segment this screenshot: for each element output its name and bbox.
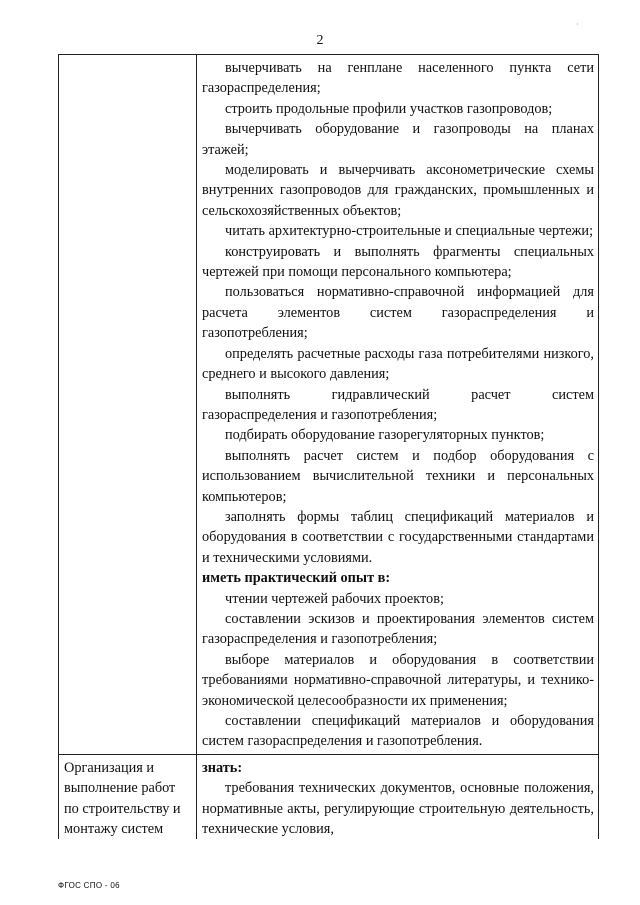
experience-item: составлении эскизов и проектирования элементов систем газораспределения и газопотребления;: [202, 610, 594, 648]
experience-heading: иметь практический опыт в:: [202, 570, 391, 587]
activity-line: Организация и: [64, 759, 155, 776]
activity-line: выполнение работ: [64, 780, 176, 797]
table-row: [59, 754, 599, 839]
experience-item: чтении чертежей рабочих проектов;: [225, 590, 444, 607]
skills-cell: [197, 55, 599, 755]
page-number: 2: [316, 33, 324, 48]
skill-item: выполнять гидравлический расчет систем газораспределения и газопотребления;: [202, 386, 594, 423]
skill-item: пользоваться нормативно-справочной информацией для расчета элементов систем газораспределения и газопотребления;: [202, 284, 594, 342]
skill-item: определять расчетные расходы газа потребителями низкого, среднего и высокого давления;: [202, 345, 594, 383]
skill-item: выполнять расчет систем и подбор оборудования с использованием вычислительной техники и персональных компьютеров;: [202, 447, 594, 505]
skill-item: вычерчивать на генплане населенного пункта сети газораспределения;: [202, 60, 594, 97]
knowledge-text: требования технических документов, основные положения, нормативные акты, регулирующие строительную деятельность, технические условия,: [202, 780, 594, 838]
skill-item: подбирать оборудование газорегуляторных пунктов;: [225, 427, 545, 444]
activity-cell: [59, 754, 197, 839]
knowledge-heading: знать:: [202, 759, 243, 776]
skill-item: моделировать и вычерчивать аксонометрические схемы внутренних газопроводов для гражданских, промышленных и сельскохозяйственных объектов;: [202, 162, 594, 219]
skill-item: заполнять формы таблиц спецификаций материалов и оборудования в соответствии с государственными стандартами и техническими условиями.: [202, 508, 594, 566]
table-cell-empty: [59, 55, 197, 755]
content-table: [58, 54, 599, 839]
table-row: [59, 55, 599, 755]
skill-item: конструировать и выполнять фрагменты специальных чертежей при помощи персонального компьютера;: [202, 243, 594, 281]
activity-line: по строительству и: [64, 800, 181, 817]
experience-item: выборе материалов и оборудования в соответствии требованиями нормативно-справочной литературы, и технико-экономической целесообразности их применения;: [202, 651, 594, 709]
activity-line: монтажу систем: [64, 821, 164, 838]
experience-item: составлении спецификаций материалов и оборудования систем газораспределения и газопотребления.: [202, 713, 594, 750]
skill-item: вычерчивать оборудование и газопроводы на планах этажей;: [202, 121, 594, 158]
knowledge-cell: [197, 754, 599, 839]
footer-code: ФГОС СПО - 06: [58, 881, 120, 890]
skill-item: читать архитектурно-строительные и специальные чертежи;: [225, 223, 594, 240]
skill-item: строить продольные профили участков газопроводов;: [225, 100, 553, 117]
corner-mark: ˙: [576, 22, 579, 32]
